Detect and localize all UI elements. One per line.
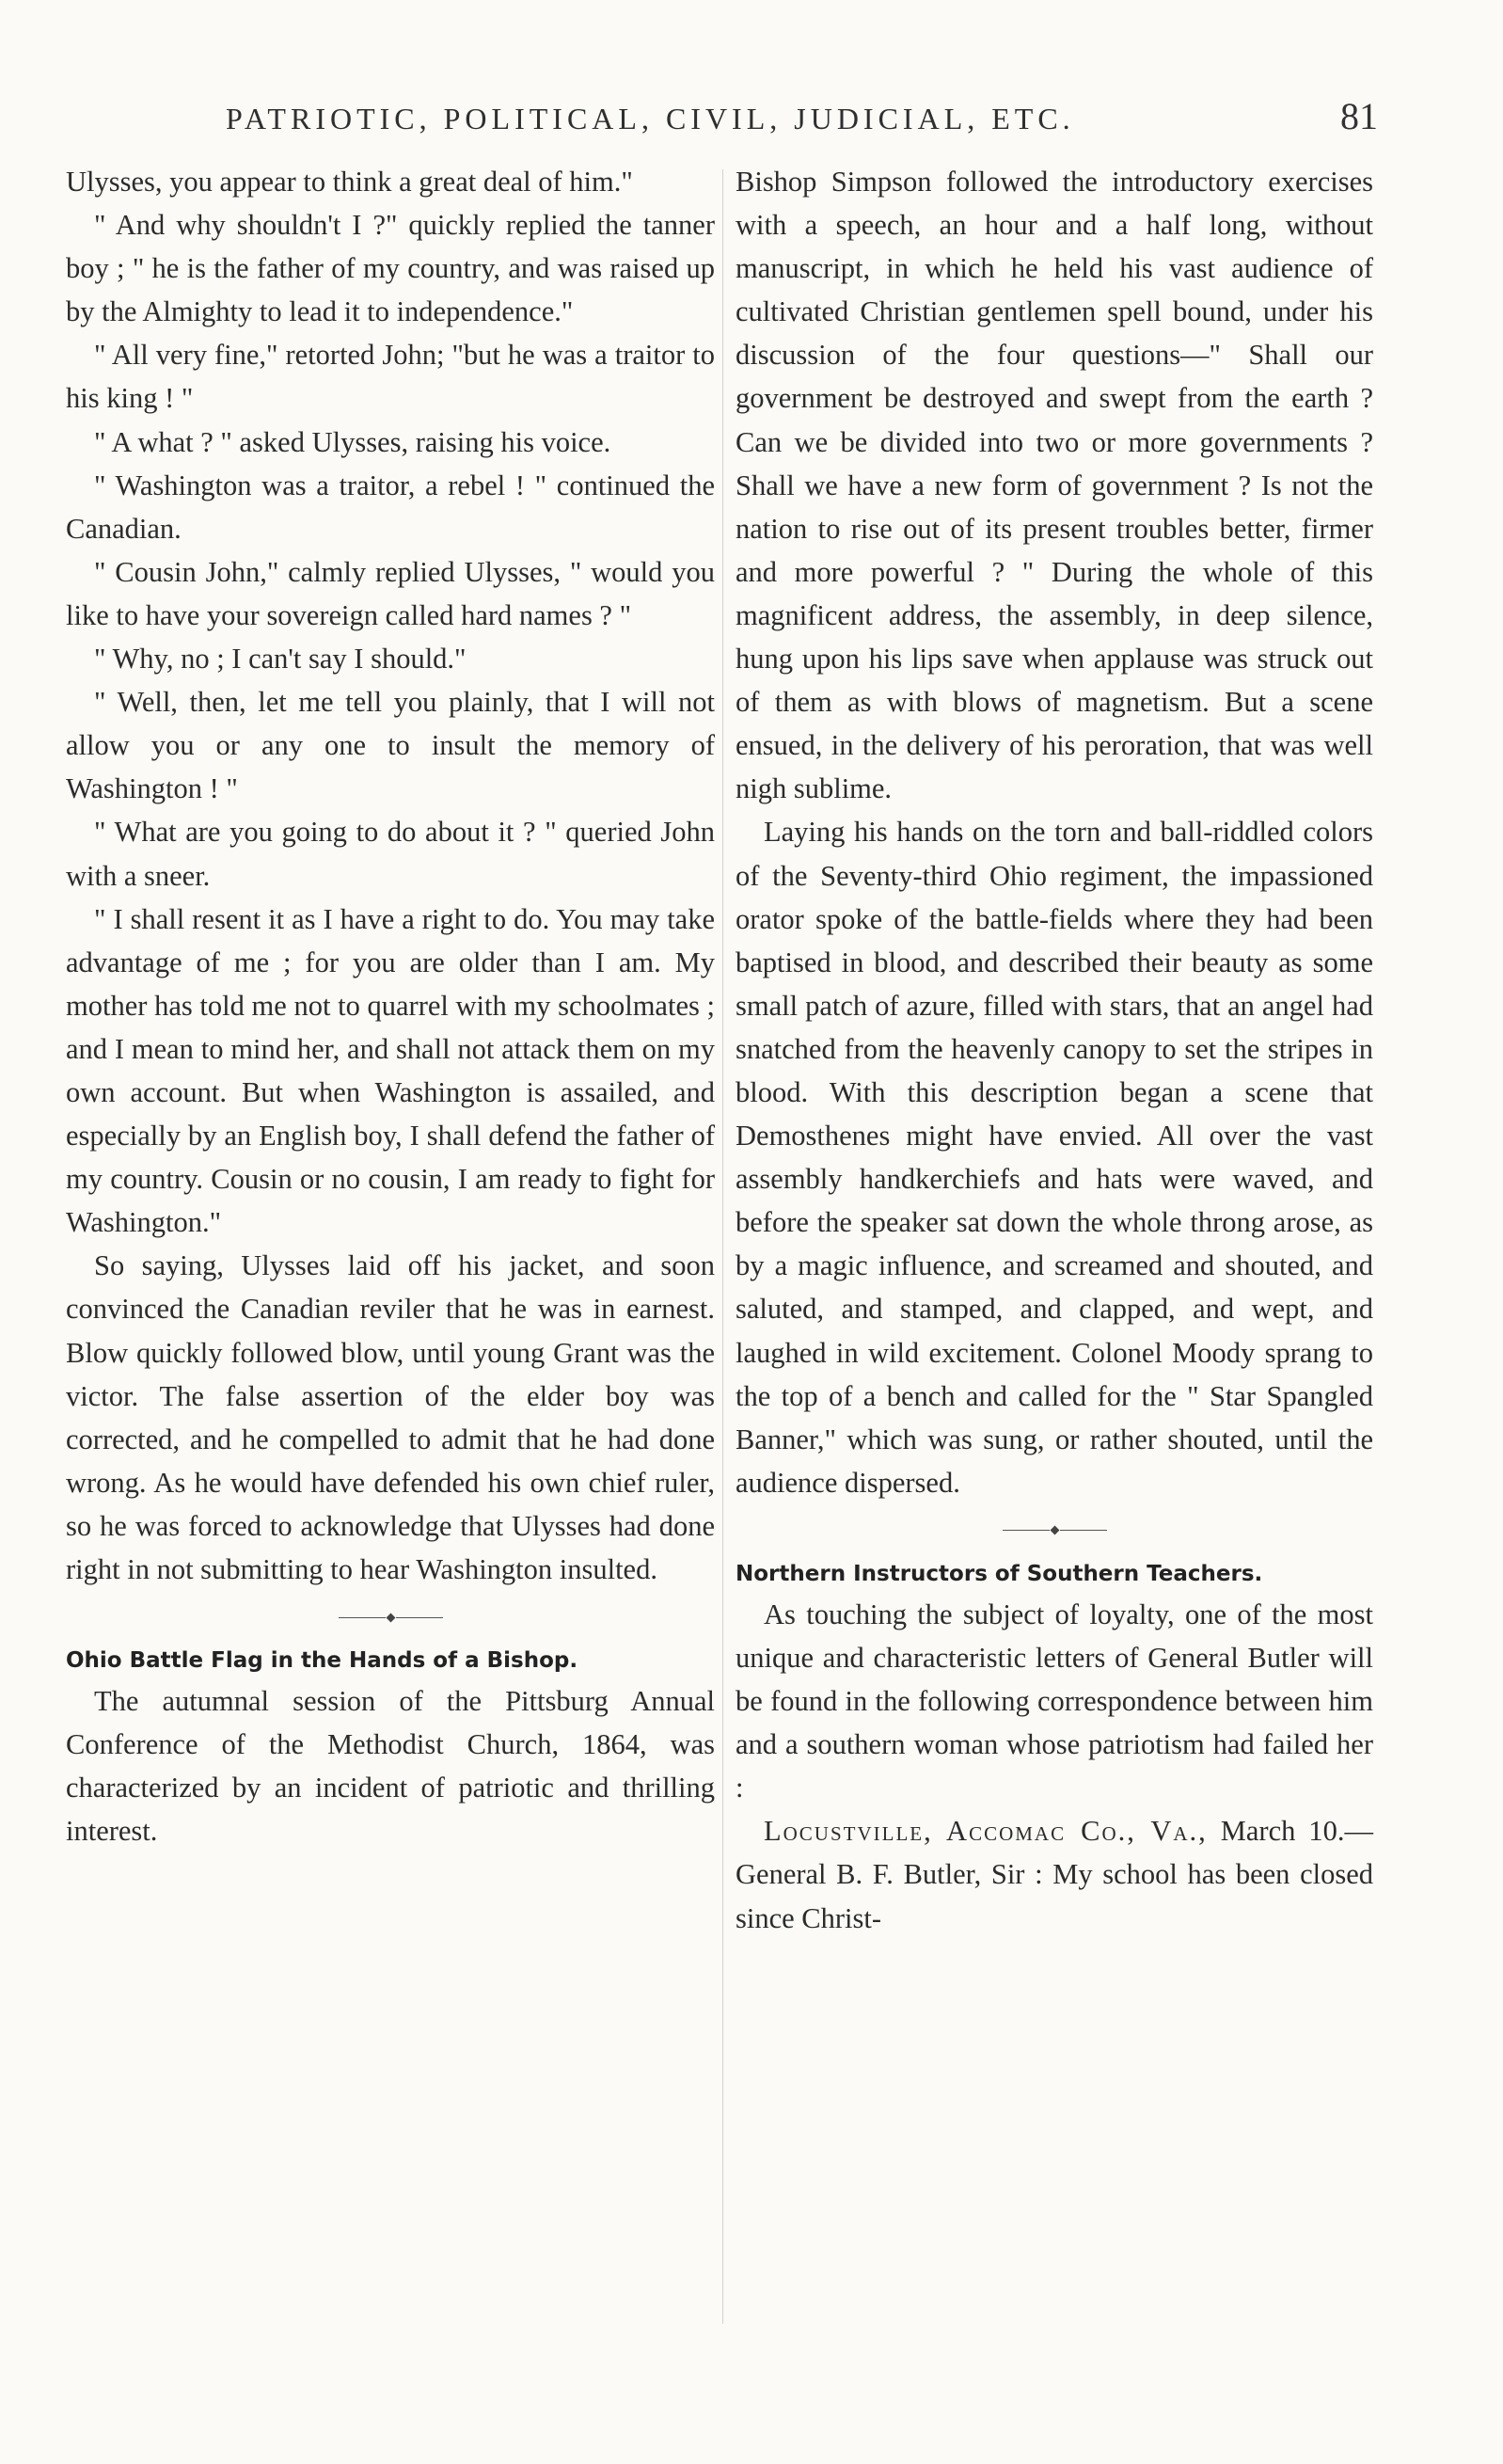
section-ornament [736, 1510, 1373, 1551]
letter-text: March 10.—General B. F. Butler, Sir : My school has been closed since Christ- [736, 1815, 1373, 1934]
right-column [736, 160, 1373, 1940]
section-ornament [66, 1597, 715, 1638]
page-number: 81 [1340, 95, 1378, 137]
left-section-paragraphs [66, 1679, 715, 1852]
left-column [66, 160, 715, 1852]
ornament-rule [396, 1617, 443, 1618]
paragraph: As touching the subject of loyalty, one of the most unique and characteristic letters of General Butler will be found in the following correspondence between him and a southern woman whose patriotism had failed her : [736, 1598, 1373, 1804]
paragraph: " And why shouldn't I ?" quickly replied the tanner boy ; " he is the father of my country, and was raised up by the Almighty to lead it to independence." [66, 209, 715, 328]
paragraph: " Cousin John," calmly replied Ulysses, " would you like to have your sovereign called hard names ? " [66, 555, 715, 631]
right-paragraphs [736, 160, 1373, 1504]
paragraph: Laying his hands on the torn and ball-riddled colors of the Seventy-third Ohio regiment, the impassioned orator spoke of the battle-fields where they had been baptised in blood, and described their beauty as some small patch of azure, filled with stars, that an angel had snatched from the heavenly canopy to set the stripes in blood. With this description began a scene that Demosthenes might have envied. All over the vast assembly handkerchiefs and hats were waved, and before the speaker sat down the whole throng arose, as by a magic influence, and screamed and shouted, and saluted, and stamped, and clapped, and wept, and laughed in wild excitement. Colonel Moody sprang to the top of a bench and called for the " Star Spangled Banner," which was sung, or rather shouted, until the audience dispersed. [736, 816, 1373, 1499]
paragraph: " I shall resent it as I have a right to do. You may take advantage of me ; for you are older than I am. My mother has told me not to quarrel with my schoolmates ; and I mean to mind her, and shall not attack them on my own account. But when Washington is assailed, and especially by an English boy, I shall defend the father of my country. Cousin or no cousin, I am ready to fight for Washington." [66, 902, 715, 1239]
paragraph: " Why, no ; I can't say I should." [94, 643, 467, 676]
paragraph: Bishop Simpson followed the introductory exercises with a speech, an hour and a half long, without manuscript, in which he held his vast audience of cultivated Christian gentlemen spell bound, under his discussion of the four questions—" Shall our government be destroyed and swept from the earth ? Can we be divided into two or more governments ? Shall we have a new form of government ? Is not the nation to rise out of its present troubles better, firmer and more powerful ? " During the whole of this magnificent address, the assembly, in deep silence, hung upon his lips save when applause was struck out of them as with blows of magnetism. But a scene ensued, in the delivery of his peroration, that was well nigh sublime. [736, 166, 1373, 805]
ornament-diamond [1050, 1526, 1059, 1535]
paragraph: Ulysses, you appear to think a great deal of him." [66, 166, 633, 198]
right-section-paragraphs [736, 1593, 1373, 1809]
letter-place: Locustville, Accomac Co., Va., [764, 1815, 1208, 1848]
ornament-rule [1003, 1530, 1050, 1531]
ornament-diamond [386, 1613, 395, 1622]
paragraph: " All very fine," retorted John; "but he was a traitor to his king ! " [66, 339, 715, 415]
paragraph: " A what ? " asked Ulysses, raising his voice. [94, 425, 611, 458]
letter-paragraph [736, 1809, 1373, 1939]
section-heading: Ohio Battle Flag in the Hands of a Bishop. [66, 1648, 578, 1674]
paragraph: " What are you going to do about it ? " queried John with a sneer. [66, 816, 715, 892]
running-head [226, 94, 1378, 138]
paragraph: " Well, then, let me tell you plainly, that I will not allow you or any one to insult the memory of Washington ! " [66, 686, 715, 805]
paragraph: The autumnal session of the Pittsburg Annual Conference of the Methodist Church, 1864, was characterized by an incident of patriotic and thrilling interest. [66, 1685, 715, 1848]
paragraph: " Washington was a traitor, a rebel ! " continued the Canadian. [66, 469, 715, 545]
paragraph: So saying, Ulysses laid off his jacket, and soon convinced the Canadian reviler that he was in earnest. Blow quickly followed blow, until young Grant was the victor. The false assertion of the elder boy was corrected, and he compelled to admit that he had done wrong. As he would have defended his own chief ruler, so he was forced to acknowledge that Ulysses had done right in not submitting to hear Washington insulted. [66, 1249, 715, 1585]
ornament-rule [339, 1617, 386, 1618]
column-divider [722, 169, 723, 2324]
left-paragraphs [66, 160, 715, 1591]
ornament-rule [1060, 1530, 1107, 1531]
section-heading: Northern Instructors of Southern Teachers. [736, 1561, 1263, 1586]
running-title: PATRIOTIC, POLITICAL, CIVIL, JUDICIAL, ETC. [226, 102, 1075, 135]
